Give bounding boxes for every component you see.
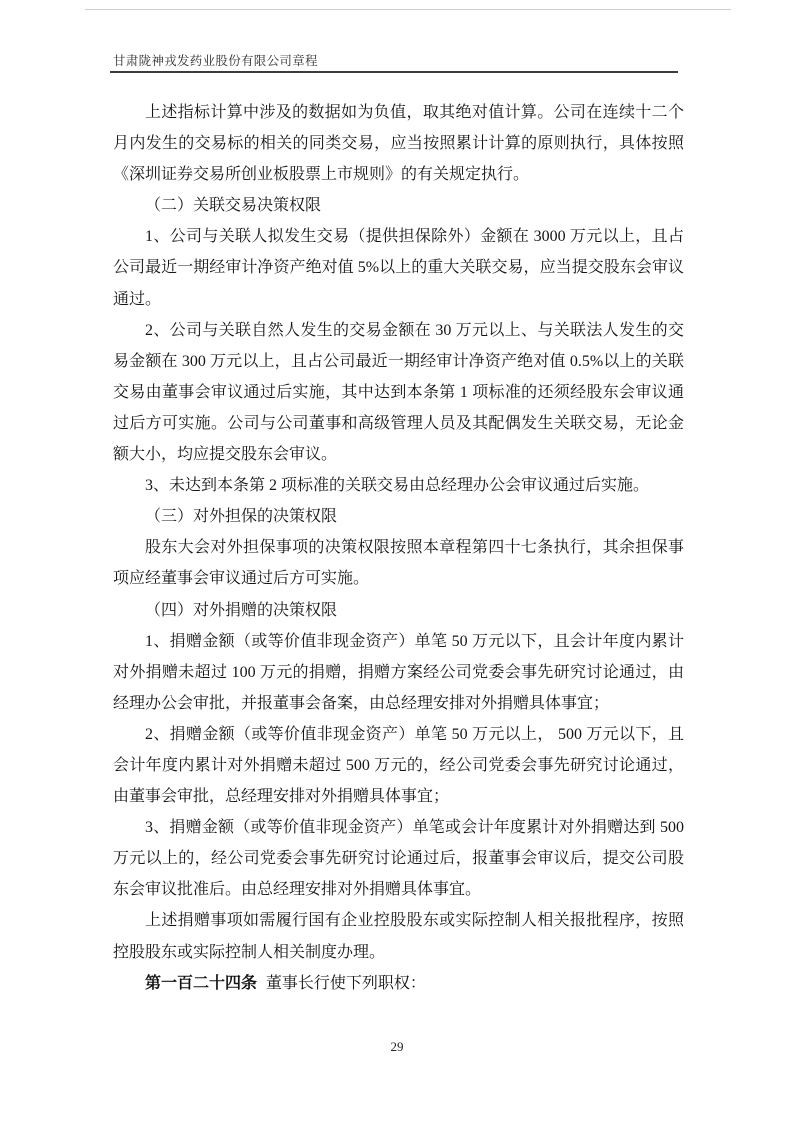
page-number: 29 bbox=[390, 1039, 404, 1054]
paragraph-intro: 上述指标计算中涉及的数据如为负值，取其绝对值计算。公司在连续十二个月内发生的交易标的相关的同类交易，应当按照累计计算的原则执行，具体按照《深圳证券交易所创业板股票上市规则》的有关规定执行。 bbox=[113, 104, 684, 184]
paragraph-donation-2: 2、捐赠金额（或等价值非现金资产）单笔 50 万元以上， 500 万元以下，且会计年度内累计对外捐赠未超过 500 万元的，经公司党委会事先研究讨论通过，由董事会审批，总经理安排对外捐赠具体事宜； bbox=[113, 725, 684, 806]
paragraph-donation-approval: 上述捐赠事项如需履行国有企业控股股东或实际控制人相关报批程序，按照控股股东或实际控制人相关制度办理。 bbox=[113, 912, 684, 961]
paragraph-related-tx-2: 2、公司与关联自然人发生的交易金额在 30 万元以上、与关联法人发生的交易金额在 300 万元以上，且占公司最近一期经审计净资产绝对值 0.5%以上的关联交易由董事会审议通过后实施，其中达到本条第 1 项标准的还须经股东会审议通过后方可实施。公司与公司董事和高级管理人员及其配偶发生关联交易，无论金额大小，均应提交股东会审议。 bbox=[113, 321, 684, 464]
paragraph-related-tx-3: 3、未达到本条第 2 项标准的关联交易由总经理办公会审议通过后实施。 bbox=[145, 477, 650, 495]
header-rule bbox=[110, 71, 678, 73]
paragraph-guarantee: 股东大会对外担保事项的决策权限按照本章程第四十七条执行，其余担保事项应经董事会审议通过后方可实施。 bbox=[113, 539, 684, 588]
paragraph-related-tx-1: 1、公司与关联人拟发生交易（提供担保除外）金额在 3000 万元以上，且占公司最近一期经审计净资产绝对值 5%以上的重大关联交易，应当提交股东会审议通过。 bbox=[113, 228, 684, 308]
article-number: 第一百二十四条 bbox=[145, 974, 258, 992]
page-top-rule bbox=[85, 9, 731, 10]
paragraph-donation-1: 1、捐赠金额（或等价值非现金资产）单笔 50 万元以下，且会计年度内累计对外捐赠未超过 100 万元的捐赠，捐赠方案经公司党委会事先研究讨论通过，由经理办公会审批，并报董事会备案，由总经理安排对外捐赠具体事宜； bbox=[113, 632, 684, 712]
page-footer bbox=[0, 1039, 794, 1055]
paragraph-donation-3: 3、捐赠金额（或等价值非现金资产）单笔或会计年度累计对外捐赠达到 500 万元以上的，经公司党委会事先研究讨论通过后，报董事会审议后，提交公司股东会审议批准后。由总经理安排对外捐赠具体事宜。 bbox=[113, 819, 684, 899]
section-heading-related-tx: （二）关联交易决策权限 bbox=[145, 197, 322, 215]
section-heading-guarantee: （三）对外担保的决策权限 bbox=[145, 508, 338, 526]
article-text: 董事长行使下列职权： bbox=[265, 974, 426, 992]
document-body bbox=[113, 97, 684, 999]
section-heading-donation: （四）对外捐赠的决策权限 bbox=[145, 601, 338, 619]
header-title: 甘肃陇神戎发药业股份有限公司章程 bbox=[113, 54, 318, 68]
article-heading bbox=[113, 968, 684, 999]
